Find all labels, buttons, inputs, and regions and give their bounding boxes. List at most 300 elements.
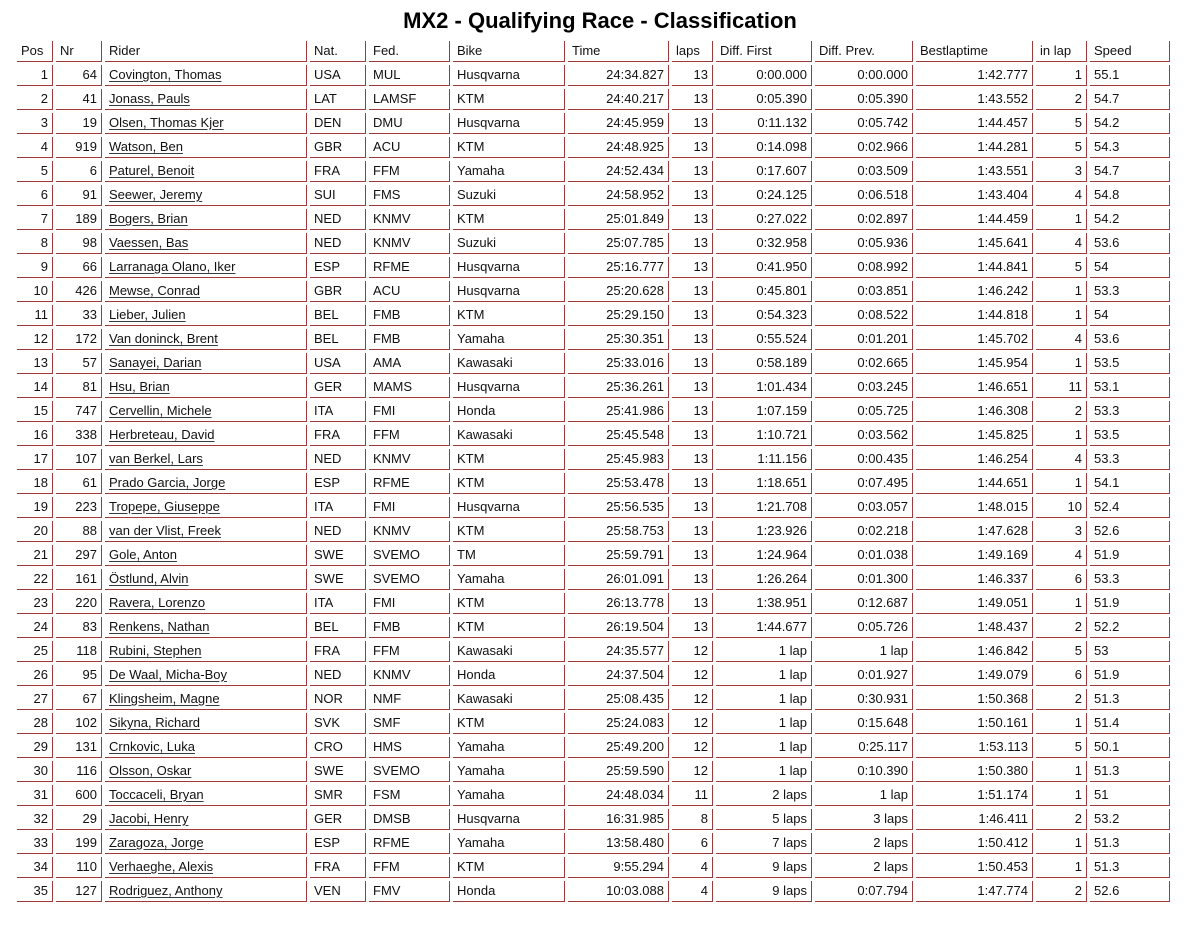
cell-diff_prev: 0:00.000 [815,65,913,86]
cell-time: 25:59.590 [568,761,669,782]
cell-rider [105,305,307,326]
cell-bestlaptime: 1:44.818 [916,305,1033,326]
cell-nat: ITA [310,593,366,614]
cell-pos: 14 [17,377,53,398]
column-header-bike: Bike [453,41,565,62]
rider-link[interactable]: Olsen, Thomas Kjer [109,115,224,130]
cell-speed: 51.9 [1090,545,1170,566]
rider-link[interactable]: Hsu, Brian [109,379,170,394]
rider-link[interactable]: Van doninck, Brent [109,331,218,346]
table-row [17,113,1170,134]
cell-diff_first: 0:05.390 [716,89,812,110]
table-row [17,137,1170,158]
table-row [17,665,1170,686]
table-row [17,497,1170,518]
column-header-diff-prev: Diff. Prev. [815,41,913,62]
cell-diff_first: 1:01.434 [716,377,812,398]
cell-nat: ITA [310,497,366,518]
cell-rider [105,209,307,230]
cell-pos: 19 [17,497,53,518]
cell-time: 24:40.217 [568,89,669,110]
table-row [17,329,1170,350]
cell-nat: SWE [310,545,366,566]
cell-diff_first: 1:24.964 [716,545,812,566]
cell-rider [105,425,307,446]
cell-in_lap: 1 [1036,65,1087,86]
cell-diff_prev: 0:05.936 [815,233,913,254]
cell-diff_first: 0:14.098 [716,137,812,158]
cell-diff_prev: 0:01.300 [815,569,913,590]
cell-fed: FMB [369,305,450,326]
cell-diff_first: 0:11.132 [716,113,812,134]
cell-time: 25:41.986 [568,401,669,422]
cell-diff_prev: 0:12.687 [815,593,913,614]
cell-fed: RFME [369,833,450,854]
cell-bike: Husqvarna [453,281,565,302]
cell-time: 24:37.504 [568,665,669,686]
cell-diff_first: 0:58.189 [716,353,812,374]
rider-link[interactable]: Jonass, Pauls [109,91,190,106]
cell-bike: Yamaha [453,785,565,806]
cell-pos: 4 [17,137,53,158]
cell-nat: GER [310,809,366,830]
rider-link[interactable]: van der Vlist, Freek [109,523,221,538]
cell-rider [105,713,307,734]
cell-bike: Yamaha [453,737,565,758]
cell-pos: 29 [17,737,53,758]
cell-in_lap: 1 [1036,281,1087,302]
rider-link[interactable]: Jacobi, Henry [109,811,189,826]
cell-in_lap: 1 [1036,473,1087,494]
cell-nat: SWE [310,569,366,590]
cell-nr: 102 [56,713,102,734]
cell-pos: 3 [17,113,53,134]
cell-diff_prev: 0:30.931 [815,689,913,710]
cell-nat: GER [310,377,366,398]
cell-fed: FFM [369,425,450,446]
cell-pos: 25 [17,641,53,662]
cell-bestlaptime: 1:45.641 [916,233,1033,254]
cell-time: 26:01.091 [568,569,669,590]
cell-bike: KTM [453,449,565,470]
cell-nat: NOR [310,689,366,710]
cell-bike: Husqvarna [453,497,565,518]
cell-diff_first: 1:10.721 [716,425,812,446]
cell-bestlaptime: 1:43.404 [916,185,1033,206]
cell-diff_first: 0:55.524 [716,329,812,350]
cell-fed: LAMSF [369,89,450,110]
cell-laps: 12 [672,737,713,758]
cell-time: 25:07.785 [568,233,669,254]
cell-diff_prev: 0:07.794 [815,881,913,902]
cell-nr: 426 [56,281,102,302]
cell-diff_prev: 0:08.992 [815,257,913,278]
cell-diff_first: 1:38.951 [716,593,812,614]
cell-bike: KTM [453,617,565,638]
column-header-rider: Rider [105,41,307,62]
cell-rider [105,809,307,830]
rider-link[interactable]: De Waal, Micha-Boy [109,667,227,682]
cell-time: 25:56.535 [568,497,669,518]
cell-bestlaptime: 1:46.842 [916,641,1033,662]
cell-pos: 34 [17,857,53,878]
cell-bike: Suzuki [453,185,565,206]
cell-bestlaptime: 1:45.825 [916,425,1033,446]
rider-link[interactable]: Toccaceli, Bryan [109,787,204,802]
cell-laps: 11 [672,785,713,806]
cell-nr: 747 [56,401,102,422]
cell-time: 24:34.827 [568,65,669,86]
cell-speed: 53 [1090,641,1170,662]
cell-rider [105,521,307,542]
cell-nat: DEN [310,113,366,134]
cell-diff_first: 0:27.022 [716,209,812,230]
cell-diff_prev: 0:10.390 [815,761,913,782]
rider-link[interactable]: Verhaeghe, Alexis [109,859,214,874]
cell-pos: 35 [17,881,53,902]
rider-link[interactable]: Lieber, Julien [109,307,186,322]
rider-link[interactable]: Seewer, Jeremy [109,187,203,202]
cell-fed: DMSB [369,809,450,830]
table-row [17,89,1170,110]
table-row [17,281,1170,302]
cell-speed: 53.5 [1090,353,1170,374]
cell-nat: ESP [310,833,366,854]
cell-diff_first: 1:44.677 [716,617,812,638]
rider-link[interactable]: Crnkovic, Luka [109,739,195,754]
cell-fed: KNMV [369,233,450,254]
cell-speed: 51.3 [1090,761,1170,782]
cell-time: 13:58.480 [568,833,669,854]
rider-link[interactable]: Herbreteau, David [109,427,215,442]
table-row [17,833,1170,854]
rider-link[interactable]: Olsson, Oskar [109,763,192,778]
cell-nr: 6 [56,161,102,182]
cell-rider [105,569,307,590]
cell-nat: GBR [310,281,366,302]
cell-speed: 54.8 [1090,185,1170,206]
cell-pos: 17 [17,449,53,470]
cell-laps: 13 [672,233,713,254]
cell-laps: 8 [672,809,713,830]
cell-laps: 12 [672,689,713,710]
cell-time: 25:33.016 [568,353,669,374]
cell-bestlaptime: 1:46.651 [916,377,1033,398]
cell-bestlaptime: 1:46.411 [916,809,1033,830]
cell-speed: 53.3 [1090,401,1170,422]
cell-bike: Yamaha [453,329,565,350]
cell-diff_first: 9 laps [716,857,812,878]
cell-laps: 13 [672,521,713,542]
cell-diff_prev: 3 laps [815,809,913,830]
rider-link[interactable]: Sikyna, Richard [109,715,201,730]
cell-nat: SMR [310,785,366,806]
cell-nr: 919 [56,137,102,158]
column-header-in-lap: in lap [1036,41,1087,62]
cell-in_lap: 1 [1036,857,1087,878]
cell-nat: USA [310,353,366,374]
cell-speed: 50.1 [1090,737,1170,758]
cell-pos: 31 [17,785,53,806]
cell-pos: 21 [17,545,53,566]
table-row [17,257,1170,278]
cell-time: 25:08.435 [568,689,669,710]
cell-fed: MUL [369,65,450,86]
cell-rider [105,377,307,398]
cell-time: 25:36.261 [568,377,669,398]
cell-bestlaptime: 1:43.551 [916,161,1033,182]
cell-in_lap: 6 [1036,665,1087,686]
rider-link[interactable]: Zaragoza, Jorge [109,835,204,850]
cell-fed: FFM [369,641,450,662]
cell-bike: Suzuki [453,233,565,254]
cell-diff_first: 1 lap [716,713,812,734]
cell-nr: 118 [56,641,102,662]
rider-link[interactable]: Sanayei, Darian [109,355,202,370]
cell-nat: BEL [310,305,366,326]
cell-pos: 20 [17,521,53,542]
cell-bike: Kawasaki [453,353,565,374]
rider-link[interactable]: Paturel, Benoit [109,163,195,178]
table-row [17,569,1170,590]
cell-time: 24:35.577 [568,641,669,662]
cell-fed: ACU [369,281,450,302]
rider-link[interactable]: Cervellin, Michele [109,403,212,418]
cell-fed: MAMS [369,377,450,398]
cell-laps: 12 [672,641,713,662]
cell-pos: 15 [17,401,53,422]
page-title: MX2 - Qualifying Race - Classification [403,8,797,33]
cell-rider [105,65,307,86]
table-row [17,641,1170,662]
cell-laps: 13 [672,305,713,326]
table-row [17,545,1170,566]
rider-link[interactable]: Watson, Ben [109,139,183,154]
cell-nr: 61 [56,473,102,494]
rider-link[interactable]: Ravera, Lorenzo [109,595,206,610]
cell-pos: 5 [17,161,53,182]
table-row [17,353,1170,374]
cell-nr: 110 [56,857,102,878]
cell-nr: 131 [56,737,102,758]
cell-bestlaptime: 1:48.437 [916,617,1033,638]
column-header-nr: Nr [56,41,102,62]
cell-fed: FFM [369,857,450,878]
cell-laps: 13 [672,161,713,182]
cell-bestlaptime: 1:46.308 [916,401,1033,422]
cell-in_lap: 1 [1036,353,1087,374]
cell-diff_prev: 0:02.966 [815,137,913,158]
cell-time: 25:49.200 [568,737,669,758]
cell-nat: FRA [310,857,366,878]
cell-bike: KTM [453,137,565,158]
classification-table [14,38,1173,905]
cell-nr: 57 [56,353,102,374]
cell-diff_first: 0:32.958 [716,233,812,254]
cell-rider [105,281,307,302]
cell-time: 16:31.985 [568,809,669,830]
cell-laps: 13 [672,569,713,590]
cell-speed: 52.6 [1090,521,1170,542]
cell-bestlaptime: 1:49.079 [916,665,1033,686]
cell-laps: 13 [672,425,713,446]
cell-bike: TM [453,545,565,566]
cell-rider [105,161,307,182]
cell-speed: 52.4 [1090,497,1170,518]
cell-in_lap: 4 [1036,185,1087,206]
cell-fed: DMU [369,113,450,134]
cell-bike: Honda [453,665,565,686]
cell-rider [105,353,307,374]
cell-in_lap: 1 [1036,761,1087,782]
cell-laps: 13 [672,617,713,638]
cell-bike: Husqvarna [453,65,565,86]
cell-rider [105,257,307,278]
rider-link[interactable]: Bogers, Brian [109,211,188,226]
cell-nat: BEL [310,329,366,350]
cell-bestlaptime: 1:50.161 [916,713,1033,734]
cell-bike: KTM [453,857,565,878]
cell-nr: 600 [56,785,102,806]
cell-diff_prev: 0:05.726 [815,617,913,638]
cell-time: 24:52.434 [568,161,669,182]
cell-rider [105,617,307,638]
cell-diff_first: 1 lap [716,737,812,758]
cell-bestlaptime: 1:43.552 [916,89,1033,110]
cell-pos: 23 [17,593,53,614]
rider-link[interactable]: Prado Garcia, Jorge [109,475,226,490]
rider-link[interactable]: Gole, Anton [109,547,177,562]
cell-nr: 29 [56,809,102,830]
cell-nat: NED [310,665,366,686]
cell-laps: 6 [672,833,713,854]
cell-nat: NED [310,521,366,542]
cell-nat: LAT [310,89,366,110]
cell-bike: Husqvarna [453,257,565,278]
cell-bestlaptime: 1:45.954 [916,353,1033,374]
cell-time: 25:45.983 [568,449,669,470]
rider-link[interactable]: Mewse, Conrad [109,283,201,298]
cell-diff_prev: 0:03.509 [815,161,913,182]
cell-speed: 54.7 [1090,161,1170,182]
table-row [17,689,1170,710]
table-row [17,473,1170,494]
cell-diff_prev: 0:03.562 [815,425,913,446]
rider-link[interactable]: Larranaga Olano, Iker [109,259,236,274]
cell-laps: 13 [672,377,713,398]
cell-pos: 26 [17,665,53,686]
cell-time: 24:45.959 [568,113,669,134]
cell-laps: 13 [672,281,713,302]
cell-nat: FRA [310,425,366,446]
cell-time: 24:58.952 [568,185,669,206]
cell-bike: Husqvarna [453,113,565,134]
table-row [17,377,1170,398]
rider-link[interactable]: Klingsheim, Magne [109,691,220,706]
table-row [17,857,1170,878]
cell-diff_first: 1 lap [716,761,812,782]
cell-pos: 24 [17,617,53,638]
cell-bestlaptime: 1:49.169 [916,545,1033,566]
cell-speed: 52.6 [1090,881,1170,902]
rider-link[interactable]: Tropepe, Giuseppe [109,499,220,514]
cell-time: 25:58.753 [568,521,669,542]
cell-time: 24:48.925 [568,137,669,158]
cell-bestlaptime: 1:47.628 [916,521,1033,542]
cell-speed: 52.2 [1090,617,1170,638]
cell-laps: 13 [672,593,713,614]
cell-speed: 54.2 [1090,113,1170,134]
cell-speed: 51 [1090,785,1170,806]
cell-diff_prev: 0:25.117 [815,737,913,758]
cell-diff_prev: 0:05.390 [815,89,913,110]
cell-pos: 9 [17,257,53,278]
cell-pos: 33 [17,833,53,854]
rider-link[interactable]: Rodriguez, Anthony [109,883,223,898]
rider-link[interactable]: Östlund, Alvin [109,571,189,586]
cell-nat: USA [310,65,366,86]
cell-speed: 54 [1090,305,1170,326]
cell-nat: SUI [310,185,366,206]
rider-link[interactable]: Renkens, Nathan [109,619,210,634]
column-header-nat: Nat. [310,41,366,62]
table-row [17,881,1170,902]
cell-diff_first: 0:45.801 [716,281,812,302]
cell-speed: 53.3 [1090,569,1170,590]
cell-in_lap: 2 [1036,617,1087,638]
cell-bike: KTM [453,593,565,614]
cell-speed: 53.1 [1090,377,1170,398]
cell-bike: Honda [453,401,565,422]
cell-laps: 13 [672,545,713,566]
cell-fed: HMS [369,737,450,758]
rider-link[interactable]: Vaessen, Bas [109,235,189,250]
table-row [17,713,1170,734]
cell-speed: 51.3 [1090,833,1170,854]
cell-diff_first: 7 laps [716,833,812,854]
cell-time: 25:16.777 [568,257,669,278]
cell-rider [105,545,307,566]
cell-nat: ITA [310,401,366,422]
cell-bestlaptime: 1:44.459 [916,209,1033,230]
cell-rider [105,737,307,758]
rider-link[interactable]: Covington, Thomas [109,67,222,82]
cell-bestlaptime: 1:49.051 [916,593,1033,614]
cell-fed: FMI [369,401,450,422]
cell-in_lap: 5 [1036,641,1087,662]
cell-diff_prev: 0:03.851 [815,281,913,302]
cell-diff_first: 0:41.950 [716,257,812,278]
cell-in_lap: 5 [1036,113,1087,134]
cell-nr: 95 [56,665,102,686]
cell-diff_prev: 0:03.245 [815,377,913,398]
table-body [17,65,1170,902]
cell-laps: 13 [672,209,713,230]
cell-fed: SVEMO [369,761,450,782]
cell-rider [105,689,307,710]
cell-nat: ESP [310,257,366,278]
cell-fed: NMF [369,689,450,710]
cell-speed: 51.3 [1090,689,1170,710]
table-row [17,785,1170,806]
cell-fed: FMI [369,593,450,614]
cell-nr: 220 [56,593,102,614]
column-header-bestlaptime: Bestlaptime [916,41,1033,62]
cell-nr: 297 [56,545,102,566]
cell-nr: 83 [56,617,102,638]
rider-link[interactable]: Rubini, Stephen [109,643,202,658]
rider-link[interactable]: van Berkel, Lars [109,451,203,466]
